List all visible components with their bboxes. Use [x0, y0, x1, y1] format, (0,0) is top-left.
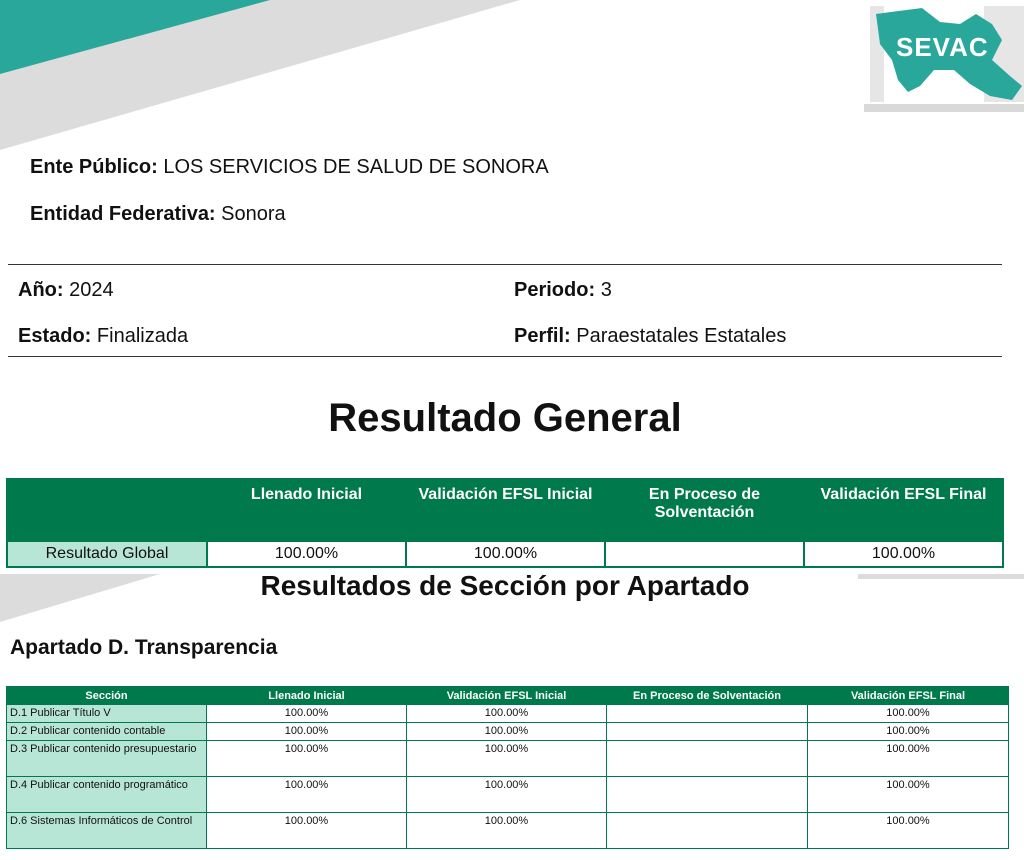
global-header-cell: Validación EFSL Inicial [406, 479, 605, 541]
table-cell: 100.00% [406, 541, 605, 567]
table-cell: 100.00% [207, 813, 407, 849]
perfil-value: Paraestatales Estatales [576, 325, 787, 347]
table-cell: 100.00% [808, 777, 1009, 813]
section-name: D.4 Publicar contenido programático [7, 777, 207, 813]
entidad-value: Sonora [221, 203, 286, 225]
ente-publico [30, 156, 549, 179]
estado-value: Finalizada [96, 325, 189, 347]
periodo [514, 279, 612, 302]
table-cell: 100.00% [808, 741, 1009, 777]
section-header-cell: Sección [7, 687, 207, 705]
table-cell: 100.00% [407, 741, 607, 777]
table-row [7, 723, 1009, 741]
global-header-cell: Validación EFSL Final [804, 479, 1003, 541]
section-header-cell: Validación EFSL Inicial [407, 687, 607, 705]
table-cell [607, 813, 808, 849]
anio [18, 279, 114, 302]
periodo-value: 3 [600, 279, 612, 301]
global-header-cell [7, 479, 207, 541]
section-header-cell: Llenado Inicial [207, 687, 407, 705]
global-header-cell: En Proceso de Solventación [605, 479, 804, 541]
section-header-cell: Validación EFSL Final [808, 687, 1009, 705]
section-results-table [6, 686, 1009, 849]
table-cell: 100.00% [808, 705, 1009, 723]
global-header-row [7, 479, 1003, 541]
entidad-label: Entidad Federativa: [30, 203, 216, 225]
global-results-table [6, 478, 1004, 568]
table-row [7, 741, 1009, 777]
periodo-label: Periodo: [514, 279, 596, 301]
table-row [7, 813, 1009, 849]
table-cell: 100.00% [207, 777, 407, 813]
table-cell: 100.00% [207, 741, 407, 777]
table-cell [607, 741, 808, 777]
estado [18, 325, 188, 348]
table-row [7, 541, 1003, 567]
table-cell [607, 723, 808, 741]
sevac-logo [862, 0, 1024, 115]
table-cell: 100.00% [407, 705, 607, 723]
ente-label: Ente Público: [30, 156, 158, 178]
table-cell: 100.00% [407, 777, 607, 813]
table-cell: 100.00% [207, 541, 406, 567]
section-name: D.1 Publicar Título V [7, 705, 207, 723]
entidad-federativa [30, 203, 286, 226]
anio-label: Año: [18, 279, 64, 301]
table-cell [607, 705, 808, 723]
divider-top [8, 264, 1002, 265]
section-title: Resultados de Sección por Apartado [260, 570, 750, 601]
apartado-title: Apartado D. Transparencia [10, 636, 278, 659]
table-cell: 100.00% [808, 813, 1009, 849]
table-cell: 100.00% [407, 723, 607, 741]
section-name: D.6 Sistemas Informáticos de Control [7, 813, 207, 849]
logo-text: SEVAC [896, 32, 989, 62]
section-name: D.2 Publicar contenido contable [7, 723, 207, 741]
table-cell: 100.00% [804, 541, 1003, 567]
estado-label: Estado: [18, 325, 92, 347]
perfil-label: Perfil: [514, 325, 571, 347]
section-header-row [7, 687, 1009, 705]
table-cell: 100.00% [808, 723, 1009, 741]
table-cell: 100.00% [407, 813, 607, 849]
table-cell [605, 541, 804, 567]
table-row [7, 705, 1009, 723]
section-name: D.3 Publicar contenido presupuestario [7, 741, 207, 777]
table-cell: 100.00% [207, 705, 407, 723]
row-label: Resultado Global [7, 541, 207, 567]
table-cell: 100.00% [207, 723, 407, 741]
section-header-cell: En Proceso de Solventación [607, 687, 808, 705]
divider-bottom [8, 356, 1002, 357]
perfil [514, 325, 786, 348]
ente-value: LOS SERVICIOS DE SALUD DE SONORA [163, 156, 549, 178]
global-header-cell: Llenado Inicial [207, 479, 406, 541]
table-cell [607, 777, 808, 813]
page-title: Resultado General [328, 396, 682, 440]
anio-value: 2024 [69, 279, 114, 301]
table-row [7, 777, 1009, 813]
